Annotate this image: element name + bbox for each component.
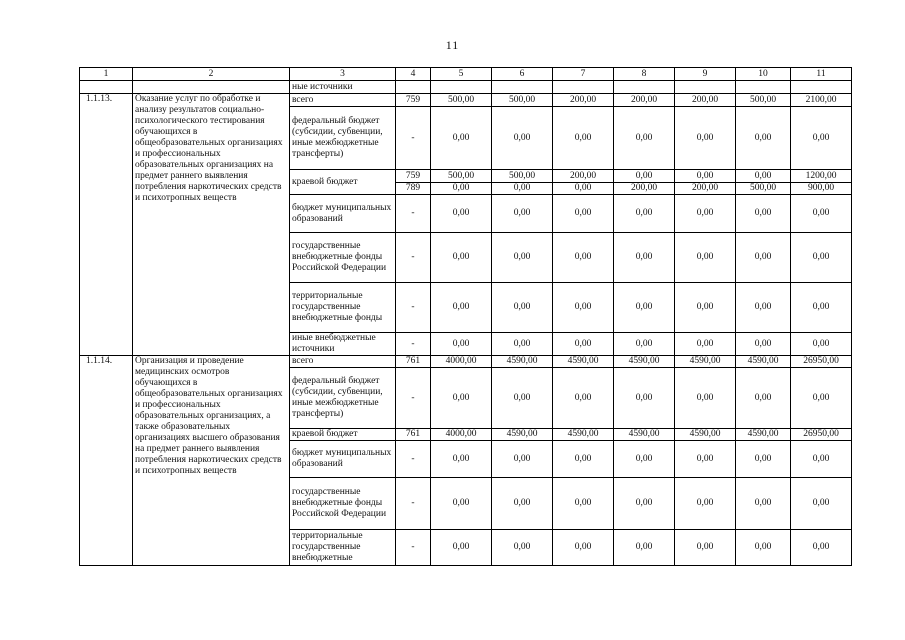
header-row [80, 68, 852, 81]
amount-cell: 500,00 [492, 94, 553, 107]
amount-cell: 0,00 [431, 283, 492, 333]
amount-cell: 0,00 [675, 170, 736, 183]
amount-cell: 26950,00 [791, 356, 852, 368]
amount-cell: 0,00 [675, 368, 736, 429]
amount-cell: 4590,00 [492, 356, 553, 368]
amount-cell: 0,00 [614, 195, 675, 233]
amount-cell: 0,00 [431, 233, 492, 283]
amount-cell: 0,00 [675, 195, 736, 233]
amount-cell: 200,00 [614, 94, 675, 107]
amount-cell: 0,00 [736, 170, 791, 183]
amount-cell: 0,00 [553, 183, 614, 195]
amount-cell: 0,00 [431, 368, 492, 429]
item-number: 1.1.14. [80, 356, 133, 566]
funding-source-label: краевой бюджет [290, 429, 396, 441]
amount-cell: 0,00 [553, 333, 614, 356]
amount-cell: 0,00 [431, 333, 492, 356]
amount-cell: 4000,00 [431, 429, 492, 441]
header-cell: 9 [675, 68, 736, 81]
funding-source-label: всего [290, 94, 396, 107]
source-label: ные источники [290, 81, 396, 94]
amount-cell: 0,00 [791, 195, 852, 233]
amount-cell: 0,00 [675, 333, 736, 356]
continuation-row [80, 81, 852, 94]
budget-code: - [396, 368, 431, 429]
amount-cell: 0,00 [492, 478, 553, 530]
item-number: 1.1.13. [80, 94, 133, 356]
amount-cell: 0,00 [791, 478, 852, 530]
amount-cell: 0,00 [492, 441, 553, 478]
amount-cell: 500,00 [736, 94, 791, 107]
table-row [80, 356, 852, 368]
funding-source-label: федеральный бюджет (субсидии, субвенции, иные межбюджетные трансферты) [290, 107, 396, 170]
header-cell: 1 [80, 68, 133, 81]
amount-cell: 4590,00 [675, 356, 736, 368]
amount-cell: 0,00 [614, 283, 675, 333]
amount-cell: 4590,00 [614, 356, 675, 368]
amount-cell: 0,00 [614, 233, 675, 283]
budget-code: - [396, 107, 431, 170]
item-description: Организация и проведение медицинских осмотров обучающихся в общеобразовательных организациях и профессиональных образовательных организациях, а также образовательных организациях высшего образования на предмет раннего выявления потребления наркотических средств и психотропных веществ [133, 356, 290, 566]
header-cell: 7 [553, 68, 614, 81]
table-row [80, 94, 852, 107]
amount-cell: 0,00 [431, 107, 492, 170]
amount-cell: 0,00 [736, 233, 791, 283]
item-description: Оказание услуг по обработке и анализу результатов социально-психологического тестирования обучающихся в общеобразовательных организациях и профессиональных образовательных организациях на предмет раннего выявления потребления наркотических средств и психотропных веществ [133, 94, 290, 356]
amount-cell: 0,00 [736, 441, 791, 478]
amount-cell: 0,00 [614, 107, 675, 170]
budget-code: - [396, 233, 431, 283]
amount-cell: 0,00 [736, 530, 791, 566]
amount-cell: 0,00 [431, 530, 492, 566]
amount-cell: 0,00 [431, 195, 492, 233]
amount-cell: 0,00 [791, 233, 852, 283]
header-cell: 4 [396, 68, 431, 81]
amount-cell: 0,00 [791, 107, 852, 170]
budget-code: - [396, 333, 431, 356]
header-cell: 10 [736, 68, 791, 81]
amount-cell: 0,00 [492, 333, 553, 356]
amount-cell: 0,00 [492, 183, 553, 195]
funding-source-label: краевой бюджет [290, 170, 396, 195]
amount-cell: 0,00 [791, 283, 852, 333]
amount-cell: 0,00 [492, 368, 553, 429]
amount-cell: 0,00 [736, 368, 791, 429]
budget-code: 759 [396, 94, 431, 107]
amount-cell: 0,00 [791, 368, 852, 429]
funding-source-label: бюджет муниципальных образований [290, 441, 396, 478]
amount-cell: 4590,00 [492, 429, 553, 441]
header-cell: 6 [492, 68, 553, 81]
amount-cell: 0,00 [675, 107, 736, 170]
budget-code: - [396, 530, 431, 566]
amount-cell: 200,00 [553, 170, 614, 183]
amount-cell: 900,00 [791, 183, 852, 195]
amount-cell: 0,00 [492, 195, 553, 233]
funding-table [79, 67, 852, 566]
amount-cell: 4000,00 [431, 356, 492, 368]
funding-source-label: бюджет муниципальных образований [290, 195, 396, 233]
amount-cell: 0,00 [492, 233, 553, 283]
amount-cell: 200,00 [675, 94, 736, 107]
amount-cell: 0,00 [431, 183, 492, 195]
amount-cell: 0,00 [675, 478, 736, 530]
amount-cell: 0,00 [431, 441, 492, 478]
amount-cell: 0,00 [791, 441, 852, 478]
amount-cell: 2100,00 [791, 94, 852, 107]
amount-cell: 4590,00 [736, 429, 791, 441]
amount-cell: 0,00 [736, 333, 791, 356]
budget-code: 759 [396, 170, 431, 183]
funding-source-label: всего [290, 356, 396, 368]
amount-cell: 0,00 [614, 478, 675, 530]
amount-cell: 0,00 [614, 530, 675, 566]
amount-cell: 0,00 [736, 195, 791, 233]
budget-code: - [396, 195, 431, 233]
amount-cell: 4590,00 [553, 429, 614, 441]
amount-cell: 0,00 [553, 441, 614, 478]
budget-code: 789 [396, 183, 431, 195]
header-cell: 5 [431, 68, 492, 81]
amount-cell: 4590,00 [675, 429, 736, 441]
amount-cell: 0,00 [492, 107, 553, 170]
amount-cell: 0,00 [736, 478, 791, 530]
amount-cell: 200,00 [614, 183, 675, 195]
amount-cell: 0,00 [791, 530, 852, 566]
funding-source-label: территориальные государственные внебюджетные фонды [290, 283, 396, 333]
header-cell: 3 [290, 68, 396, 81]
amount-cell: 0,00 [553, 478, 614, 530]
amount-cell: 500,00 [736, 183, 791, 195]
budget-code: - [396, 283, 431, 333]
amount-cell: 4590,00 [614, 429, 675, 441]
amount-cell: 500,00 [431, 94, 492, 107]
funding-source-label: государственные внебюджетные фонды Российской Федерации [290, 233, 396, 283]
budget-code: - [396, 441, 431, 478]
amount-cell: 0,00 [675, 233, 736, 283]
amount-cell: 0,00 [675, 441, 736, 478]
amount-cell: 0,00 [675, 283, 736, 333]
amount-cell: 0,00 [614, 170, 675, 183]
header-cell: 2 [133, 68, 290, 81]
budget-code: - [396, 478, 431, 530]
funding-source-label: федеральный бюджет (субсидии, субвенции, иные межбюджетные трансферты) [290, 368, 396, 429]
amount-cell: 0,00 [614, 441, 675, 478]
header-cell: 8 [614, 68, 675, 81]
amount-cell: 0,00 [675, 530, 736, 566]
header-cell: 11 [791, 68, 852, 81]
funding-source-label: иные внебюджетные источники [290, 333, 396, 356]
amount-cell: 0,00 [553, 107, 614, 170]
budget-code: 761 [396, 356, 431, 368]
funding-source-label: государственные внебюджетные фонды Российской Федерации [290, 478, 396, 530]
amount-cell: 0,00 [791, 333, 852, 356]
amount-cell: 0,00 [553, 283, 614, 333]
amount-cell: 0,00 [553, 233, 614, 283]
amount-cell: 0,00 [431, 478, 492, 530]
amount-cell: 26950,00 [791, 429, 852, 441]
amount-cell: 500,00 [431, 170, 492, 183]
amount-cell: 0,00 [553, 368, 614, 429]
amount-cell: 4590,00 [553, 356, 614, 368]
amount-cell: 200,00 [675, 183, 736, 195]
amount-cell: 500,00 [492, 170, 553, 183]
amount-cell: 0,00 [492, 530, 553, 566]
amount-cell: 0,00 [553, 195, 614, 233]
amount-cell: 1200,00 [791, 170, 852, 183]
amount-cell: 0,00 [614, 333, 675, 356]
page-number: 11 [445, 38, 460, 52]
amount-cell: 0,00 [614, 368, 675, 429]
amount-cell: 0,00 [492, 283, 553, 333]
amount-cell: 0,00 [736, 283, 791, 333]
amount-cell: 0,00 [553, 530, 614, 566]
amount-cell: 200,00 [553, 94, 614, 107]
budget-code: 761 [396, 429, 431, 441]
amount-cell: 4590,00 [736, 356, 791, 368]
funding-source-label: территориальные государственные внебюджетные [290, 530, 396, 566]
amount-cell: 0,00 [736, 107, 791, 170]
